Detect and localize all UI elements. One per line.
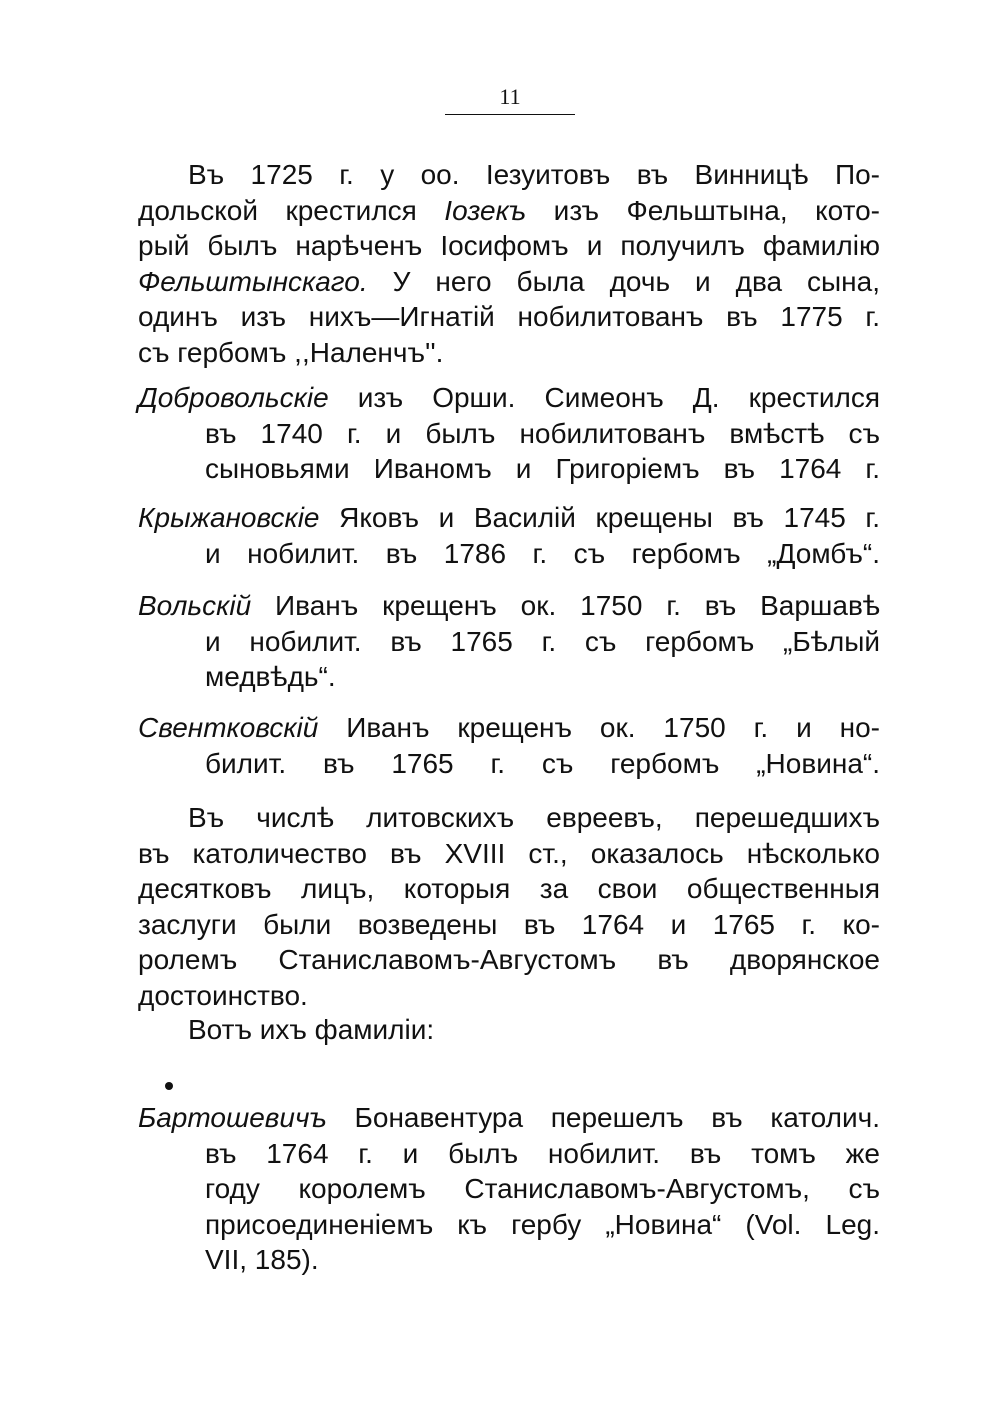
text-line: десятковъ лицъ, которыя за свои общественныя — [138, 873, 880, 904]
text-line: и нобилит. въ 1786 г. съ гербомъ „Домбъ“. — [205, 537, 880, 569]
paragraph-lithuanian-jews — [138, 800, 880, 1013]
text-line: дольской крестился Іозекъ изъ Фельштына, кото- — [138, 194, 880, 226]
text-line: присоединеніемъ къ гербу „Новина“ (Vol. Leg. — [205, 1208, 880, 1240]
text-line: Въ числѣ литовскихъ евреевъ, перешедшихъ — [188, 802, 880, 833]
text-line: въ 1764 г. и былъ нобилит. въ томъ же — [205, 1137, 880, 1169]
surname: Крыжановскіе — [138, 502, 320, 533]
text-line: заслуги были возведены въ 1764 и 1765 г. ко- — [138, 908, 880, 940]
text-line: одинъ изъ нихъ—Игнатій нобилитованъ въ 1775 г. — [138, 301, 880, 332]
text-line: Бартошевичъ Бонавентура перешелъ въ католич. — [138, 1102, 880, 1133]
surname: Фельштынскаго. — [138, 265, 368, 297]
text-line: Вольскій Иванъ крещенъ ок. 1750 г. въ Варшавѣ — [138, 590, 880, 621]
text-line: VII, 185). — [205, 1244, 319, 1275]
text-line: въ 1740 г. и былъ нобилитованъ вмѣстѣ съ — [205, 417, 880, 449]
paragraph-feltynsky — [138, 157, 880, 370]
entry-bartoshevich — [138, 1100, 880, 1278]
surname: Свентковскій — [138, 712, 319, 743]
text-line: достоинство. — [138, 979, 308, 1011]
text-line: Свентковскій Иванъ крещенъ ок. 1750 г. и но- — [138, 712, 880, 743]
text-line: въ католичество въ XVIII ст., оказалось нѣсколько — [138, 837, 880, 869]
surname: Вольскій — [138, 590, 252, 621]
entry-sventkovsky — [138, 710, 880, 781]
text-line: Крыжановскіе Яковъ и Василій крещены въ 1745 г. — [138, 502, 880, 533]
page-number-rule — [445, 114, 575, 115]
text-line: билит. въ 1765 г. съ гербомъ „Новина“. — [205, 747, 880, 779]
text-line: Фельштынскаго. У него была дочь и два сына, — [138, 265, 880, 297]
text-line: съ гербомъ ,,Наленчъ''. — [138, 336, 444, 368]
surname: Бартошевичъ — [138, 1102, 327, 1133]
text-line: медвѣдь“. — [205, 661, 336, 692]
text-line: и нобилит. въ 1765 г. съ гербомъ „Бѣлый — [205, 625, 880, 657]
surname: Добровольскіе — [138, 382, 329, 413]
text-line: Добровольскіе изъ Орши. Симеонъ Д. крестился — [138, 382, 880, 413]
text-line: рый былъ нарѣченъ Іосифомъ и получилъ фамилію — [138, 230, 880, 261]
paragraph-surnames-intro — [138, 1012, 880, 1048]
text-line: Въ 1725 г. у оо. Іезуитовъ въ Винницѣ По- — [188, 159, 880, 190]
entry-kryzhanovskie — [138, 500, 880, 571]
text-line: сыновьями Иваномъ и Григоріемъ въ 1764 г. — [205, 453, 880, 484]
entry-dobrovolskie — [138, 380, 880, 487]
surname: Іозекъ — [444, 194, 527, 226]
bullet-mark — [165, 1082, 173, 1090]
text-line: ролемъ Станиславомъ-Августомъ въ дворянское — [138, 944, 880, 975]
entry-volsky — [138, 588, 880, 695]
text-line: году королемъ Станиславомъ-Августомъ, съ — [205, 1173, 880, 1204]
text-line: Вотъ ихъ фамиліи: — [188, 1014, 435, 1045]
page-number: 11 — [499, 84, 521, 109]
